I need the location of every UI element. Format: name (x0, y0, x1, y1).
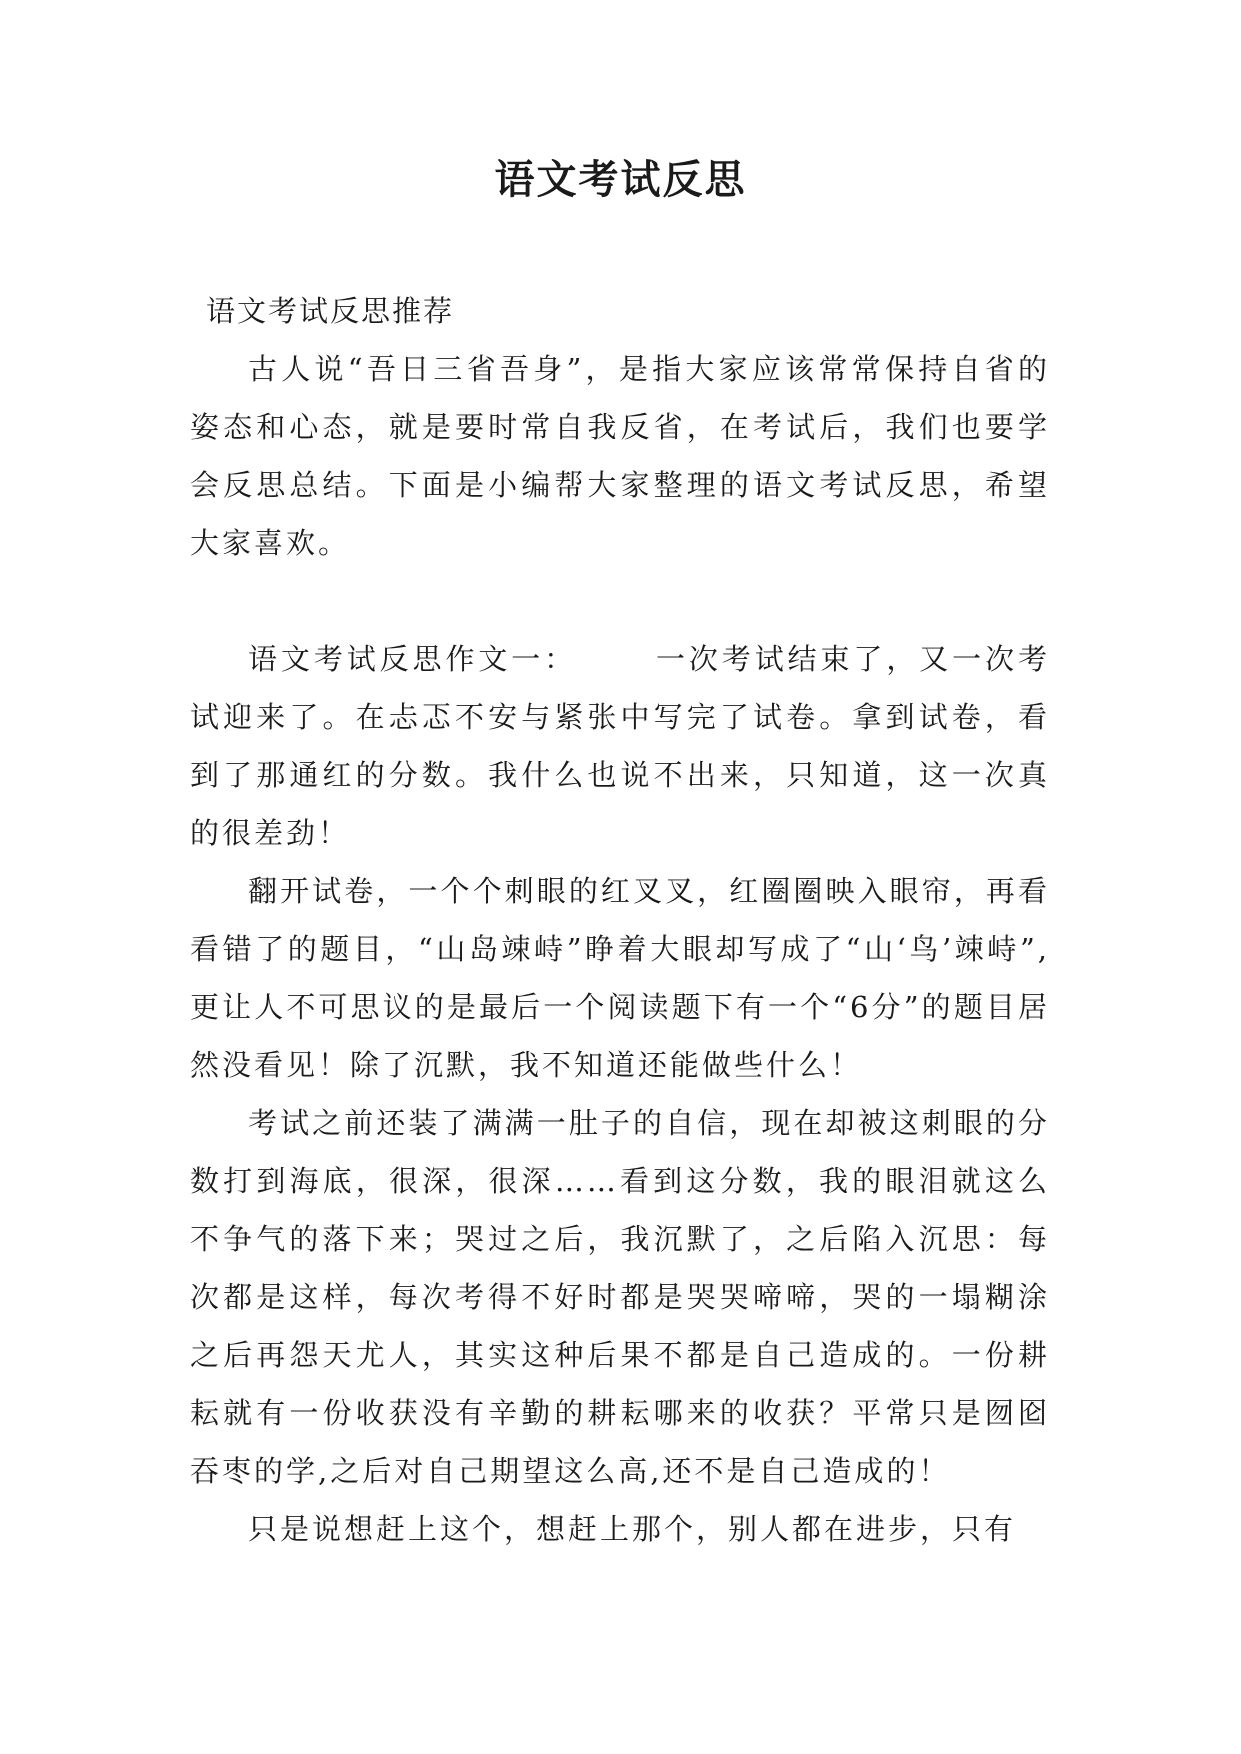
essay-first-paragraph (190, 630, 1050, 862)
body-paragraph: 考试之前还装了满满一肚子的自信，现在却被这刺眼的分数打到海底，很深，很深……看到这分数，我的眼泪就这么不争气的落下来；哭过之后，我沉默了，之后陷入沉思：每次都是这样，每次考得不好时都是哭哭啼啼，哭的一塌糊涂之后再怨天尤人，其实这种后果不都是自己造成的。一份耕耘就有一份收获没有辛勤的耕耘哪来的收获？平常只是囫囵吞枣的学,之后对自己期望这么高,还不是自己造成的！ (190, 1106, 1050, 1488)
body-paragraph: 只是说想赶上这个，想赶上那个，别人都在进步，只有 (248, 1512, 1017, 1546)
paragraph-gap (190, 572, 1050, 630)
essay-heading: 语文考试反思作文一： (248, 642, 578, 676)
essay-first-paragraph-text: 一次考试结束了，又一次考试迎来了。在忐忑不安与紧张中写完了试卷。拿到试卷，看到了那通红的分数。我什么也说不出来，只知道，这一次真的很差劲！ (190, 642, 1050, 850)
body-paragraph: 翻开试卷，一个个刺眼的红叉叉，红圈圈映入眼帘，再看看错了的题目，“山岛竦峙”睁着大眼却写成了“山‘鸟’竦峙”,更让人不可思议的是最后一个阅读题下有一个“6分”的题目居然没看见！除了沉默，我不知道还能做些什么！ (190, 874, 1050, 1082)
document-body (190, 282, 1050, 1558)
document-title: 语文考试反思 (494, 156, 747, 203)
intro-paragraph: 古人说“吾日三省吾身”，是指大家应该常常保持自省的姿态和心态，就是要时常自我反省，在考试后，我们也要学会反思总结。下面是小编帮大家整理的语文考试反思，希望大家喜欢。 (190, 352, 1050, 560)
document-subtitle: 语文考试反思推荐 (206, 294, 455, 328)
